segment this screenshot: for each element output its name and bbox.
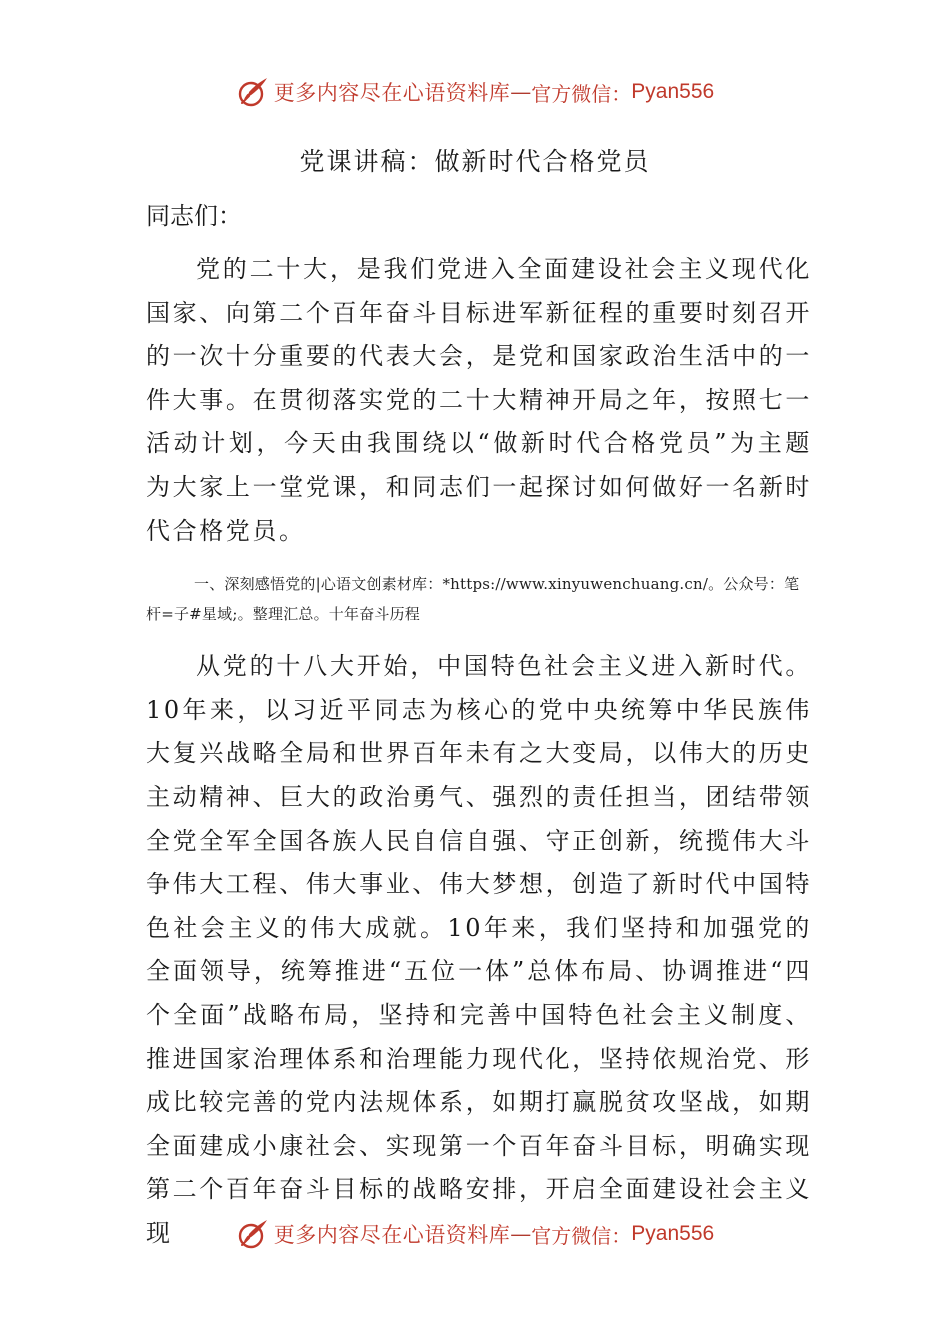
- banner-wechat-label: 官方微信：: [531, 1223, 632, 1248]
- banner-text: 更多内容尽在心语资料库: [273, 81, 511, 105]
- banner-wechat-id: Pyan556: [631, 80, 715, 103]
- banner-wechat-label: 官方微信：: [531, 81, 632, 106]
- greeting: 同志们：: [146, 202, 242, 230]
- document-title: 党课讲稿：做新时代合格党员: [299, 147, 651, 176]
- footer-banner: [0, 1214, 950, 1254]
- banner-dash: —: [510, 1222, 532, 1246]
- paragraph-main: 从党的十八大开始，中国特色社会主义进入新时代。10年来，以习近平同志为核心的党中央统筹中华民族伟大复兴战略全局和世界百年未有之大变局，以伟大的历史主动精神、巨大的政治勇气、强烈的责任担当，团结带领全党全军全国各族人民自信自强、守正创新，统揽伟大斗争伟大工程、伟大事业、伟大梦想，创造了新时代中国特色社会主义的伟大成就。10年来，我们坚持和加强党的全面领导，统筹推进“五位一体”总体布局、协调推进“四个全面”战略布局，坚持和完善中国特色社会主义制度、推进国家治理体系和治理能力现代化，坚持依规治党、形成比较完善的党内法规体系，如期打赢脱贫攻坚战，如期全面建成小康社会、实现第一个百年奋斗目标，明确实现第二个百年奋斗目标的战略安排，开启全面建设社会主义现: [146, 652, 812, 1247]
- banner-dash: —: [510, 80, 532, 104]
- quill-logo-icon: [236, 1217, 270, 1251]
- document-body: [146, 196, 812, 1255]
- quill-logo-icon: [236, 75, 270, 109]
- section-heading: 一、深刻感悟党的|心语文创素材库：*https://www.xinyuwenchuang.cn/。公众号：笔杆=子#星域;。整理汇总。十年奋斗历程: [146, 575, 800, 624]
- banner-wechat-id: Pyan556: [631, 1222, 715, 1245]
- banner-text: 更多内容尽在心语资料库: [273, 1223, 511, 1247]
- paragraph-intro: 党的二十大，是我们党进入全面建设社会主义现代化国家、向第二个百年奋斗目标进军新征程的重要时刻召开的一次十分重要的代表大会，是党和国家政治生活中的一件大事。在贯彻落实党的二十大精神开局之年，按照七一活动计划，今天由我围绕以“做新时代合格党员”为主题为大家上一堂党课，和同志们一起探讨如何做好一名新时代合格党员。: [146, 255, 812, 545]
- header-banner: [0, 72, 950, 112]
